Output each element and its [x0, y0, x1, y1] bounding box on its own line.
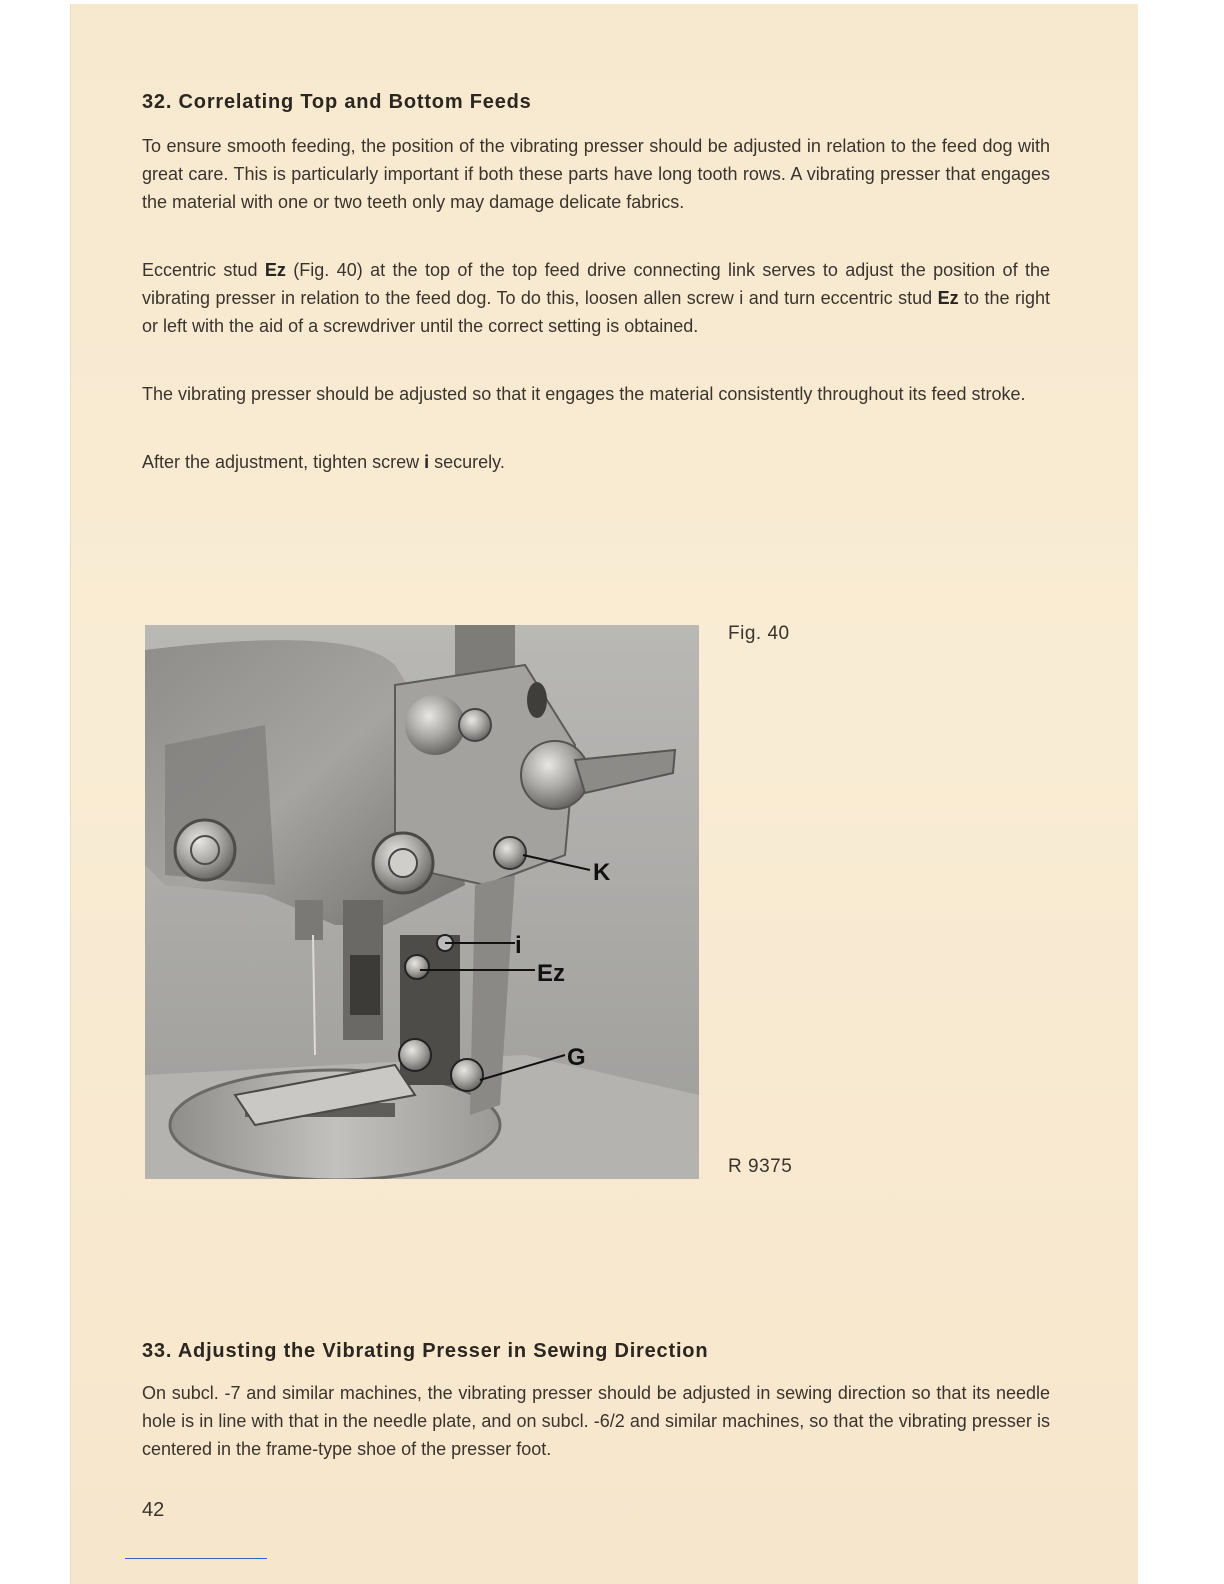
upper-knob: [405, 695, 465, 755]
p4-text-a: After the adjustment, tighten screw: [142, 452, 425, 472]
footer-rule: [125, 1558, 267, 1559]
large-screw-head: [389, 849, 417, 877]
figure-reference: R 9375: [728, 1156, 793, 1177]
figure-40-photo: [145, 625, 699, 1179]
lower-stud: [399, 1039, 431, 1071]
section-32-paragraph-3: The vibrating presser should be adjusted so that it engages the material consistently throughout its feed stroke.: [142, 384, 1026, 404]
p2-text-c: (Fig. 40) at the top of the top feed drive connecting link serves to adjust the position of the vibrating presser in relation to the feed dog. To do this, loosen allen screw i and turn eccentric stud: [142, 260, 1050, 308]
section-32-paragraph-4: [142, 448, 1050, 476]
upper-screw: [459, 709, 491, 741]
presser-bar-sleeve: [350, 955, 380, 1015]
p2-text-e: to the right or left with the aid of a screwdriver until the correct setting is obtained.: [142, 288, 1050, 336]
section-33-heading: 33. Adjusting the Vibrating Presser in Sewing Direction: [142, 1340, 709, 1362]
section-32-paragraph-2: [142, 256, 1050, 340]
section-33-paragraph-1: On subcl. -7 and similar machines, the vibrating presser should be adjusted in sewing direction so that its needle hole is in line with that in the needle plate, and on subcl. -6/2 and similar machines, so that the vibrating presser is centered in the frame-type shoe of the presser foot.: [142, 1383, 1050, 1459]
callout-g: G: [567, 1044, 586, 1071]
side-cap: [175, 820, 235, 880]
callout-i: i: [515, 932, 522, 959]
p4-text-c: securely.: [429, 452, 505, 472]
p2-label-ez: Ez: [264, 260, 286, 280]
stud-g: [451, 1059, 483, 1091]
manual-page: [70, 4, 1138, 1584]
p2-label-ez-2: Ez: [937, 288, 959, 308]
screw-k: [494, 837, 526, 869]
oil-hole: [527, 682, 547, 718]
figure-label: Fig. 40: [728, 623, 790, 644]
eccentric-stud-ez: [405, 955, 429, 979]
needle-clamp: [295, 900, 323, 940]
page-edge: [70, 4, 71, 1584]
page-number: 42: [142, 1499, 165, 1521]
callout-ez: Ez: [537, 960, 566, 987]
section-32-paragraph-1: To ensure smooth feeding, the position of the vibrating presser should be adjusted in relation to the feed dog with great care. This is particularly important if both these parts have long tooth rows. A vibrating presser that engages the material with one or two teeth only may damage delicate fabrics.: [142, 136, 1050, 212]
callout-k: K: [593, 859, 611, 886]
p2-text-a: Eccentric stud: [142, 260, 265, 280]
sewing-machine-illustration: [145, 625, 699, 1179]
section-32-heading: 32. Correlating Top and Bottom Feeds: [142, 91, 532, 113]
p4-label-i: i: [424, 452, 430, 472]
